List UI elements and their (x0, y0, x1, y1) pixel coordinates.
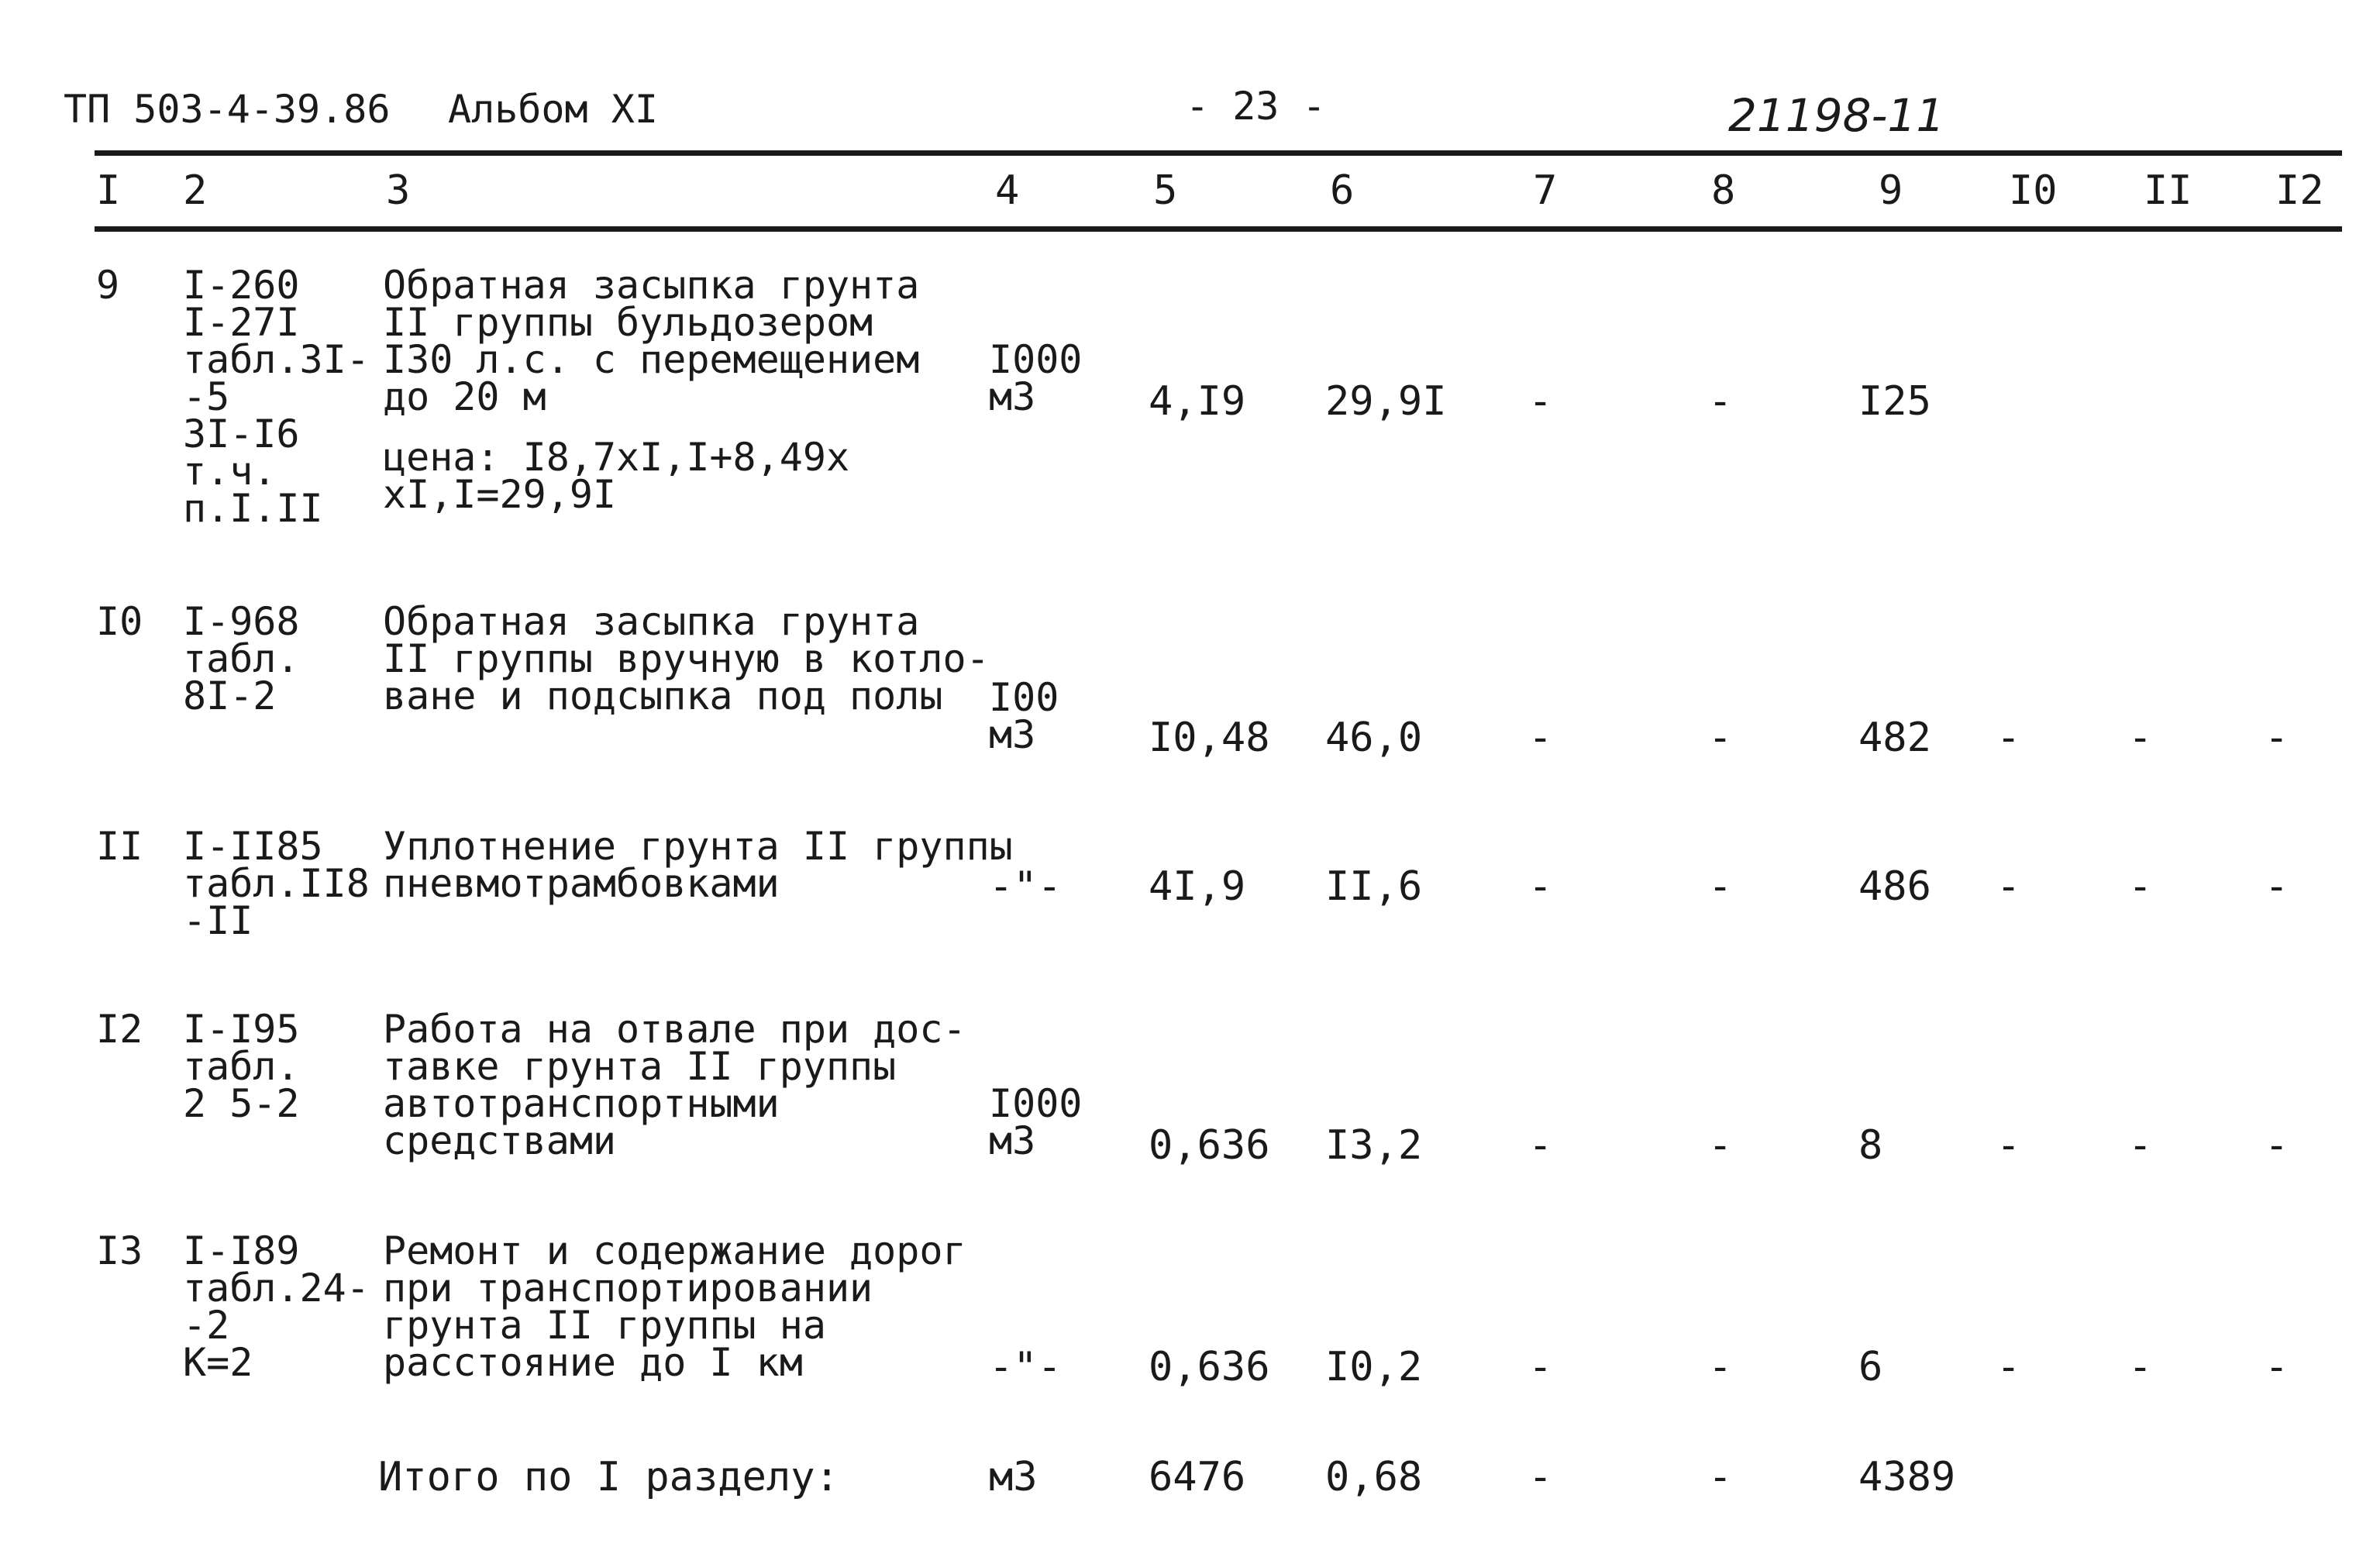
col6-value: I0,2 (1325, 1344, 1423, 1390)
album-label: Альбом XI (448, 87, 658, 132)
price-note: цена: I8,7хI,I+8,49х хI,I=29,9I (383, 435, 850, 517)
row-number: I0 (96, 599, 143, 644)
total-col6: 0,68 (1325, 1454, 1423, 1500)
work-description: Уплотнение грунта II группы пневмотрамбовками (383, 824, 1013, 906)
col8-value: - (1708, 1122, 1733, 1169)
column-header: I0 (2009, 167, 2058, 214)
col7-value: - (1528, 1344, 1553, 1390)
work-description: Обратная засыпка грунта II группы бульдозером I30 л.с. с перемещением до 20 м (383, 263, 920, 419)
unit: -"- (989, 1344, 1062, 1390)
header-bottom-rule (95, 226, 2342, 232)
document-code: ТП 503-4-39.86 (64, 87, 391, 132)
work-description: Работа на отвале при дос- тавке грунта II группы автотранспортными средствами (383, 1007, 966, 1163)
column-header: I (96, 167, 121, 214)
total-col9: 4389 (1858, 1454, 1956, 1500)
row-number: I3 (96, 1228, 143, 1273)
col12-value: - (2265, 863, 2289, 910)
col11-value: - (2128, 1122, 2153, 1169)
column-header: II (2144, 167, 2192, 214)
column-header: 3 (386, 167, 411, 214)
row-number: I2 (96, 1007, 143, 1052)
col5-value: 0,636 (1149, 1122, 1270, 1169)
norm-code: I-968 табл. 8I-2 (183, 599, 300, 718)
total-label: Итого по I разделу: (378, 1454, 839, 1500)
col9-value: 8 (1858, 1122, 1883, 1169)
column-header: I2 (2275, 167, 2324, 214)
norm-code: I-II85 табл.II8 -II (183, 824, 370, 943)
col5-value: I0,48 (1149, 715, 1270, 761)
column-header: 9 (1879, 167, 1903, 214)
col7-value: - (1528, 378, 1553, 425)
col11-value: - (2128, 715, 2153, 761)
col12-value: - (2265, 1344, 2289, 1390)
col6-value: 29,9I (1325, 378, 1447, 425)
work-description: Обратная засыпка грунта II группы вручную в котло- ване и подсыпка под полы (383, 599, 990, 718)
column-header: 5 (1153, 167, 1178, 214)
col7-value: - (1528, 715, 1553, 761)
total-col5: 6476 (1149, 1454, 1246, 1500)
total-col8: - (1708, 1454, 1733, 1500)
unit: -"- (989, 863, 1062, 910)
col12-value: - (2265, 1122, 2289, 1169)
col12-value: - (2265, 715, 2289, 761)
col5-value: 4,I9 (1149, 378, 1246, 425)
col11-value: - (2128, 863, 2153, 910)
unit: I00 м3 (989, 675, 1059, 757)
col8-value: - (1708, 863, 1733, 910)
col8-value: - (1708, 715, 1733, 761)
col9-value: 6 (1858, 1344, 1883, 1390)
col9-value: 486 (1858, 863, 1931, 910)
unit: I000 м3 (989, 1081, 1083, 1163)
norm-code: I-I95 табл. 2 5-2 (183, 1007, 300, 1126)
col10-value: - (1996, 863, 2021, 910)
row-number: 9 (96, 263, 120, 308)
col10-value: - (1996, 715, 2021, 761)
col6-value: II,6 (1325, 863, 1423, 910)
col9-value: I25 (1858, 378, 1931, 425)
unit: I000 м3 (989, 337, 1083, 419)
column-header: 6 (1330, 167, 1355, 214)
column-header: 7 (1533, 167, 1558, 214)
col5-value: 0,636 (1149, 1344, 1270, 1390)
col5-value: 4I,9 (1149, 863, 1246, 910)
col11-value: - (2128, 1344, 2153, 1390)
col9-value: 482 (1858, 715, 1931, 761)
col10-value: - (1996, 1122, 2021, 1169)
col6-value: 46,0 (1325, 715, 1423, 761)
row-number: II (96, 824, 143, 869)
column-header: 4 (995, 167, 1020, 214)
column-header: 2 (183, 167, 208, 214)
norm-code: I-260 I-27I табл.3I- -5 3I-I6 т.ч. п.I.II (183, 263, 370, 531)
col8-value: - (1708, 1344, 1733, 1390)
norm-code: I-I89 табл.24- -2 К=2 (183, 1228, 370, 1385)
col8-value: - (1708, 378, 1733, 425)
handwritten-number: 21198-11 (1728, 89, 1945, 142)
col7-value: - (1528, 1122, 1553, 1169)
header-top-rule (95, 150, 2342, 156)
col7-value: - (1528, 863, 1553, 910)
col10-value: - (1996, 1344, 2021, 1390)
work-description: Ремонт и содержание дорог при транспортировании грунта II группы на расстояние до I км (383, 1228, 966, 1385)
page-number: - 23 - (1186, 84, 1326, 129)
column-header: 8 (1711, 167, 1736, 214)
total-col7: - (1528, 1454, 1553, 1500)
col6-value: I3,2 (1325, 1122, 1423, 1169)
total-unit: м3 (989, 1454, 1038, 1500)
